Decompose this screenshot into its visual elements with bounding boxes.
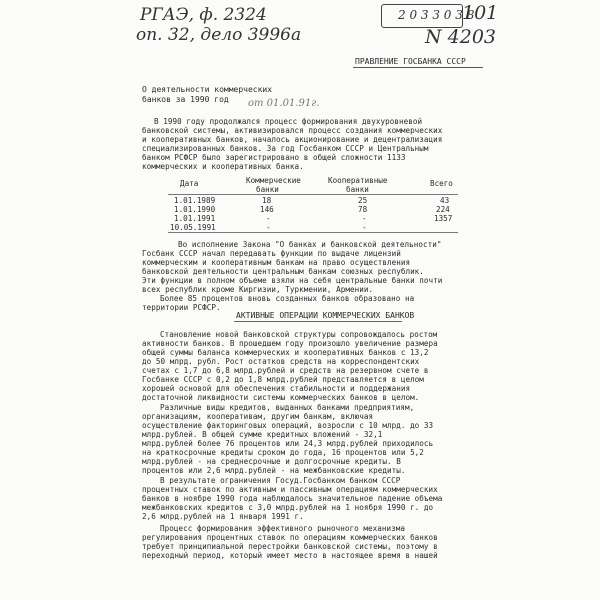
table-header-cell: Кооперативные — [328, 176, 388, 185]
rates-line: В результате ограничения Госуд.Госбанком банком СССР — [160, 476, 401, 485]
credits-line: млрд.рублей - на среднесрочные и долгосрочные кредиты. В — [142, 457, 401, 466]
final-line: переходный период, который имеет место в настоящее время в нашей — [142, 551, 438, 560]
intro-line: и кооперативных банков, началось акционирование и децентрализация — [142, 135, 443, 144]
table-cell: - — [266, 223, 271, 232]
operations-line: общей суммы баланса коммерческих и кооперативных банков с 13,2 — [142, 348, 429, 357]
credits-line: на краткосрочные кредиты сроком до года, 16 процентов или 5,2 — [142, 448, 424, 457]
rates-line: 2,6 млрд.рублей на 1 января 1991 г. — [142, 512, 304, 521]
credits-line: процентов или 2,6 млрд.рублей - на межбанковские кредиты. — [142, 466, 406, 475]
rates-line: межбанковских кредитов с 3,0 млрд.рублей на 1 ноября 1990 г. до — [142, 503, 434, 512]
archive-fond-annotation: РГАЭ, ф. 2324 — [140, 5, 267, 25]
table-header-cell: Всего — [430, 179, 453, 188]
operations-line: до 50 млрд. рубл. Рост остатков средств на корреспондентских — [142, 357, 420, 366]
final-line: требует принципиальной перестройки банковской системы, поэтому в — [142, 542, 438, 551]
table-cell: 18 — [262, 196, 272, 205]
table-cell: - — [362, 214, 367, 223]
law-line: Во исполнение Закона "О банках и банковской деятельности" — [178, 240, 442, 249]
law-line: всех республик кроме Киргизии, Туркмении, Армении. — [142, 285, 374, 294]
intro-line: коммерческих и кооперативных банка. — [142, 162, 304, 171]
folio-number: 101 — [462, 2, 499, 24]
law-line: Госбанк СССР начал передавать функции по выдаче лицензий — [142, 249, 401, 258]
table-header-cell: Дата — [180, 179, 199, 188]
credits-line: млрд.рублей. В общей сумме кредитных вложений - 32,1 — [142, 430, 383, 439]
operations-line: хорошей основой для обеспечения стабильности и поддержания — [142, 384, 411, 393]
law-line: территории РСФСР. — [142, 303, 221, 312]
intro-line: банком РСФСР было зарегистрировано в общей сложности 1133 — [142, 153, 406, 162]
rates-line: банков в ноябре 1990 года наблюдалось значительное падение объема — [142, 494, 443, 503]
subject-line-2: банков за 1990 год — [142, 95, 229, 104]
law-line: Более 85 процентов вновь созданных банков образовано на — [160, 294, 415, 303]
operations-line: достаточной ликвидности системы коммерческих банков в целом. — [142, 393, 420, 402]
table-header-cell: банки — [346, 185, 369, 194]
operations-line: счетах с 1,7 до 6,8 млрд.рублей и средств на резервном счете в — [142, 366, 429, 375]
table-header-cell: Коммерческие — [246, 176, 301, 185]
table-rule — [168, 194, 458, 195]
intro-line: В 1990 году продолжался процесс формирования двухуровневой — [154, 117, 423, 126]
law-line: Эти функции в полном объеме взяли на себя центральные банки почти — [142, 276, 443, 285]
law-line: коммерческим и кооперативным банкам на право осуществления — [142, 258, 411, 267]
registration-stamp-number: 2 0 3 3 0 3 8 — [398, 8, 475, 22]
date-annotation: от 01.01.91г. — [248, 98, 320, 109]
organization-header: ПРАВЛЕНИЕ ГОСБАНКА СССР — [355, 57, 466, 66]
credits-line: осуществление факторинговых операций, возросли с 10 млрд. до 33 — [142, 421, 434, 430]
table-cell: - — [266, 214, 271, 223]
header-underline — [353, 67, 483, 68]
intro-line: специализированных банков. За год Госбанком СССР и Центральным — [142, 144, 429, 153]
table-cell: 146 — [260, 205, 274, 214]
table-cell: 224 — [436, 205, 450, 214]
table-rule — [168, 232, 458, 233]
table-cell: 43 — [440, 196, 450, 205]
final-line: регулирования процентных ставок по операциям коммерческих банков — [142, 533, 438, 542]
intro-line: банковской системы, активизировался процесс создания коммерческих — [142, 126, 443, 135]
credits-line: млрд.рублей более 76 процентов или 24,3 млрд.рублей приходилось — [142, 439, 434, 448]
rates-line: процентных ставок по активным и пассивным операциям коммерческих — [142, 485, 438, 494]
archive-opis-delo-annotation: оп. 32, дело 3996а — [136, 25, 302, 45]
table-cell: 1.01.1989 — [174, 196, 216, 205]
table-cell: 10.05.1991 — [170, 223, 216, 232]
section-title: АКТИВНЫЕ ОПЕРАЦИИ КОММЕРЧЕСКИХ БАНКОВ — [236, 311, 415, 320]
table-cell: 1.01.1990 — [174, 205, 216, 214]
table-cell: 78 — [358, 205, 368, 214]
document-number: N 4203 — [425, 26, 497, 48]
table-cell: 1.01.1991 — [174, 214, 216, 223]
table-cell: 1357 — [434, 214, 453, 223]
final-line: Процесс формирования эффективного рыночного механизма — [160, 524, 405, 533]
law-line: банковской деятельности центральным банкам союзных республик. — [142, 267, 424, 276]
operations-line: Госбанке СССР с 0,2 до 1,8 млрд.рублей представляется в целом — [142, 375, 424, 384]
operations-line: Становление новой банковской структуры сопровождалось ростом — [160, 330, 438, 339]
subject-line-1: О деятельности коммерческих — [142, 85, 273, 94]
credits-line: организациям, кооперативам, другим банкам, включая — [142, 412, 374, 421]
section-title-underline — [234, 321, 402, 322]
table-cell: 25 — [358, 196, 368, 205]
table-header-cell: банки — [256, 185, 279, 194]
operations-line: активности банков. В прошедшем году произошло увеличение размера — [142, 339, 438, 348]
table-cell: - — [362, 223, 367, 232]
credits-line: Различные виды кредитов, выданных банками предприятиям, — [160, 403, 415, 412]
